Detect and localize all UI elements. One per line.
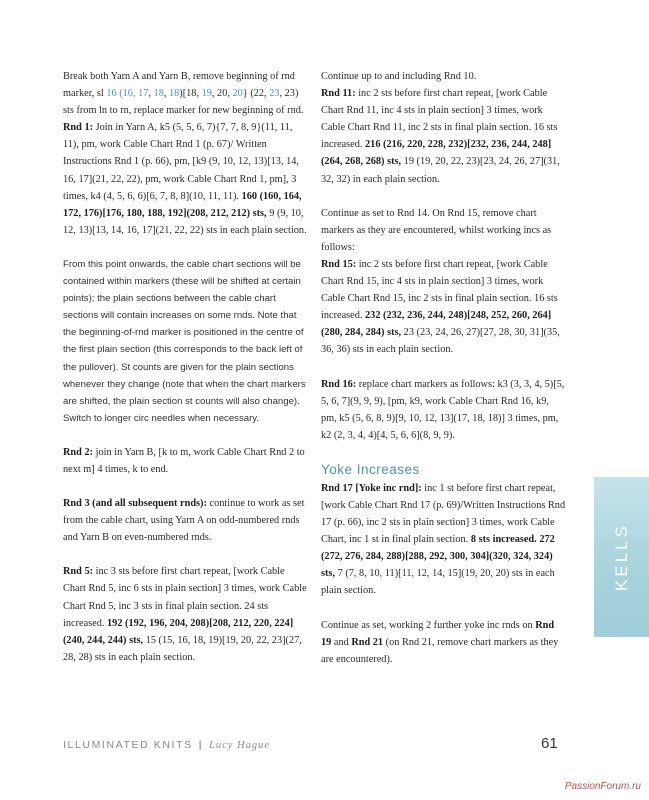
rnd-label: Rnd 1: xyxy=(63,122,94,134)
footer-separator: | xyxy=(198,739,204,751)
chapter-side-tab xyxy=(594,477,649,637)
paragraph-rnd-16: Rnd 16: replace chart markers as follows: k3 (3, 3, 4, 5)[5, 5, 6, 7](9, 9, 9), [pm, k9, work Cable Chart Rnd 16, k9, pm, k5 (5, 6, 8, 9)[9, 10, 12, 13](17, 18, 18)] 3 times, pm, k2 (2, 3, 4, 4)[4, 5, 6, 6](8, 9, 9). xyxy=(321,378,565,441)
page-number: 61 xyxy=(541,735,558,752)
author-name: Lucy Hague xyxy=(209,740,271,751)
page-footer xyxy=(63,739,270,751)
left-column xyxy=(63,68,308,683)
paragraph-rnd-2: Rnd 2: join in Yarn B, [k to m, work Cable Chart Rnd 2 to next m] 4 times, k to end. xyxy=(63,446,305,475)
paragraph-rnd-11: Rnd 11: inc 2 sts before first chart repeat, [work Cable Chart Rnd 11, inc 4 sts in plain section] 3 times, work Cable Chart Rnd 11, inc 2 sts in final plain section. 16 sts increased. 216 (216, 220, 228, 232)[232, 236, 244, 248](264, 268, 268) sts, 19 (19, 20, 22, 23)[23, 24, 26, 27](31, 32, 32) in each plain section. xyxy=(321,88,560,185)
chapter-tab-label: KELLS xyxy=(612,523,631,591)
section-heading-yoke: Yoke Increases xyxy=(321,461,420,477)
paragraph-rnd-1: Rnd 1: Join in Yarn A, k5 (5, 5, 6, 7){7, 7, 8, 9}(11, 11, 11), pm, work Cable Chart Rnd 1 (p. 67)/ Written Instructions Rnd 1 (p. 66), pm, [k9 (9, 10, 12, 13)[13, 14, 16, 17](21, 22, 22), pm, work Cable Chart Rnd 1, pm], 3 times, k4 (4, 5, 6, 6)[6, 7, 8, 8](10, 11, 11). 160 (160, 164, 172, 176)[176, 180, 188, 192](208, 212, 212) sts, 9 (9, 10, 12, 13)[13, 14, 16, 17](21, 22, 22) sts in each plain section. xyxy=(63,122,307,236)
paragraph-rnd-3: Rnd 3 (and all subsequent rnds): continue to work as set from the cable chart, using Yarn A on odd-numbered rnds and Yarn B on even-numbered rnds. xyxy=(63,498,305,544)
paragraph-rnd-5: Rnd 5: inc 3 sts before first chart repeat, [work Cable Chart Rnd 5, inc 6 sts in plain section] 3 times, work Cable Chart Rnd 5, inc 3 sts in final plain section. 24 sts increased. 192 (192, 196, 204, 208)[208, 212, 220, 224](240, 244, 244) sts, 15 (15, 16, 18, 19)[19, 20, 22, 23](27, 28, 28) sts in each plain section. xyxy=(63,566,307,663)
paragraph-continue-yoke: Continue as set, working 2 further yoke inc rnds on Rnd 19 and Rnd 21 (on Rnd 21, remove chart markers as they are encountered). xyxy=(321,619,559,665)
paragraph-continue-rnd-10: Continue up to and including Rnd 10. xyxy=(321,71,477,82)
paragraph-break-yarns: Break both Yarn A and Yarn B, remove beginning of rnd marker, sl 16 (16, 17, 18, 18)[18, 19, 20, 20} (22, 23, 23) sts from ln to rn, replace marker for new beginning of rnd. xyxy=(63,71,304,117)
book-title: ILLUMINATED KNITS xyxy=(63,739,193,751)
right-column xyxy=(321,68,566,685)
watermark: PassionForum.ru xyxy=(564,781,641,792)
paragraph-continue-rnd-14: Continue as set to Rnd 14. On Rnd 15, remove chart markers as they are encountered, whilst working incs as follows: xyxy=(321,207,552,253)
paragraph-rnd-15: Rnd 15: inc 2 sts before first chart repeat, [work Cable Chart Rnd 15, inc 4 sts in plain section] 3 times, work Cable Chart Rnd 15, inc 2 sts in final plain section. 16 sts increased. 232 (232, 236, 244, 248)[248, 252, 260, 264](280, 284, 284) sts, 23 (23, 24, 26, 27)[27, 28, 30, 31](35, 36, 36) sts in each plain section. xyxy=(321,258,560,356)
note-paragraph: From this point onwards, the cable chart sections will be contained within markers (these will be shifted at certain points); the plain sections between the cable chart sections will contain increases on some rnds. Note that the beginning-of-rnd marker is positioned in the centre of the first plain section (this corresponds to the back left of the pullover). St counts are given for the plain sections whenever they change (note that when the chart markers are shifted, the plain section st counts will also change). Switch to longer circ needles when necessary. xyxy=(63,258,306,424)
paragraph-rnd-17: Rnd 17 [Yoke inc rnd]: inc 1 st before first chart repeat, [work Cable Chart Rnd 17 (p. 69)/Written Instructions Rnd 17 (p. 66), inc 2 sts in plain section] 3 times, work Cable Chart, inc 1 st in final plain section. 8 sts increased. 272 (272, 276, 284, 288)[288, 292, 300, 304](320, 324, 324) sts, 7 (7, 8, 10, 11)[11, 12, 14, 15](19, 20, 20) sts in each plain section. xyxy=(321,482,566,597)
